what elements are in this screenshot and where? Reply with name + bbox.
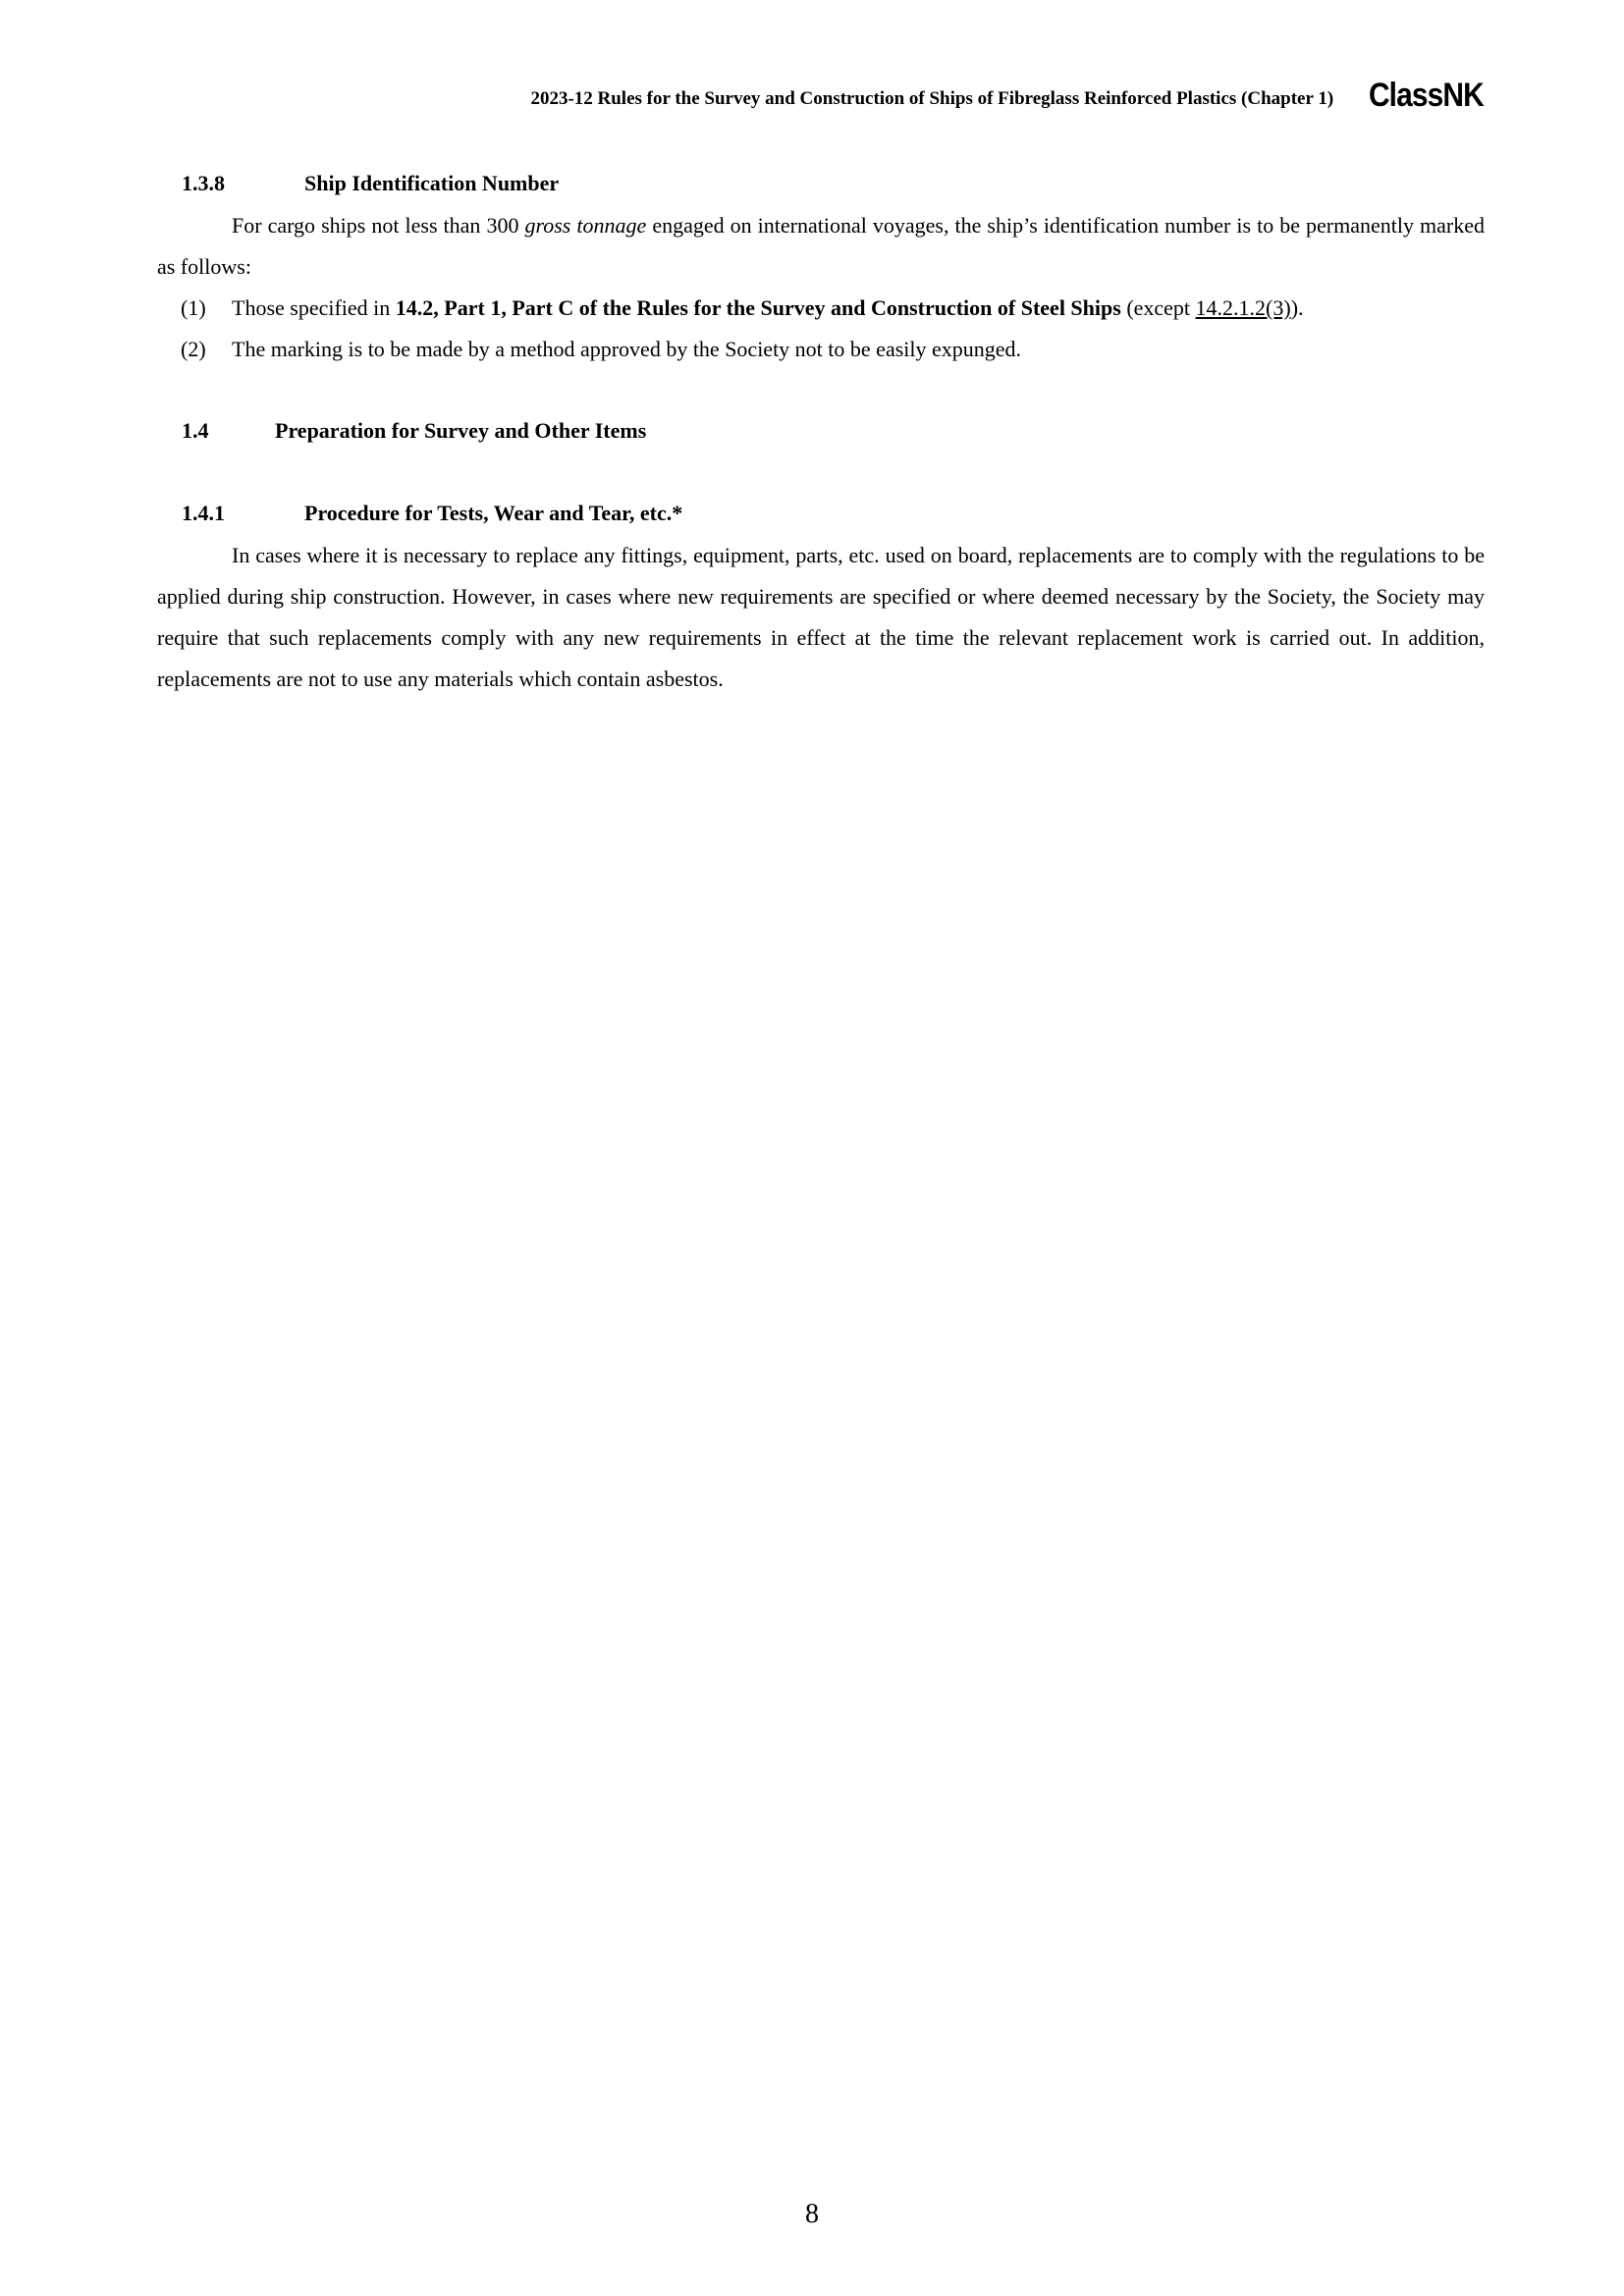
section-number: 1.3.8 xyxy=(182,171,225,195)
list-item-text xyxy=(232,288,1304,329)
list-marker: (1) xyxy=(181,295,206,320)
section-number: 1.4.1 xyxy=(182,501,225,525)
list-text-part: Those specified in xyxy=(232,295,396,320)
page-number: 8 xyxy=(805,2199,819,2229)
header-title: 2023-12 Rules for the Survey and Construction of Ships of Fibreglass Reinforced Plastics (Chapter 1) xyxy=(530,87,1334,109)
page-header xyxy=(530,77,1484,115)
paragraph-procedure: In cases where it is necessary to replace any fittings, equipment, parts, etc. used on board, replacements are to comply with the regulations to be applied during ship construction. However, in cases where new requirements are specified or where deemed necessary by the Society, the Society may require that such replacements comply with any new requirements in effect at the time the relevant replacement work is carried out. In addition, replacements are not to use any materials which contain asbestos. xyxy=(157,543,1485,691)
paragraph-ship-id xyxy=(157,205,1485,288)
section-heading-1-4-1 xyxy=(182,501,683,526)
list-item-text: The marking is to be made by a method approved by the Society not to be easily expunged. xyxy=(232,337,1022,361)
classnk-logo: ClassNK xyxy=(1369,77,1484,114)
paragraph-text: For cargo ships not less than 300 xyxy=(232,213,525,238)
section-title: Procedure for Tests, Wear and Tear, etc.* xyxy=(304,501,683,525)
list-marker: (2) xyxy=(181,337,206,361)
list-text-part: ). xyxy=(1290,295,1304,320)
term-gross-tonnage: gross tonnage xyxy=(524,213,647,238)
section-title: Preparation for Survey and Other Items xyxy=(275,418,647,443)
section-heading-1-3-8 xyxy=(182,171,560,196)
section-heading-1-4 xyxy=(182,418,647,444)
section-number: 1.4 xyxy=(182,418,209,443)
list-text-part: (except xyxy=(1120,295,1196,320)
paragraph-text: engaged on international voyages, the ship’s identification number is to be permanently marked as follows: xyxy=(157,213,1485,279)
section-title: Ship Identification Number xyxy=(304,171,560,195)
rule-reference: 14.2, Part 1, Part C of the Rules for the Survey and Construction of Steel Ships xyxy=(395,295,1121,320)
reference-link[interactable]: 14.2.1.2(3) xyxy=(1195,295,1291,320)
